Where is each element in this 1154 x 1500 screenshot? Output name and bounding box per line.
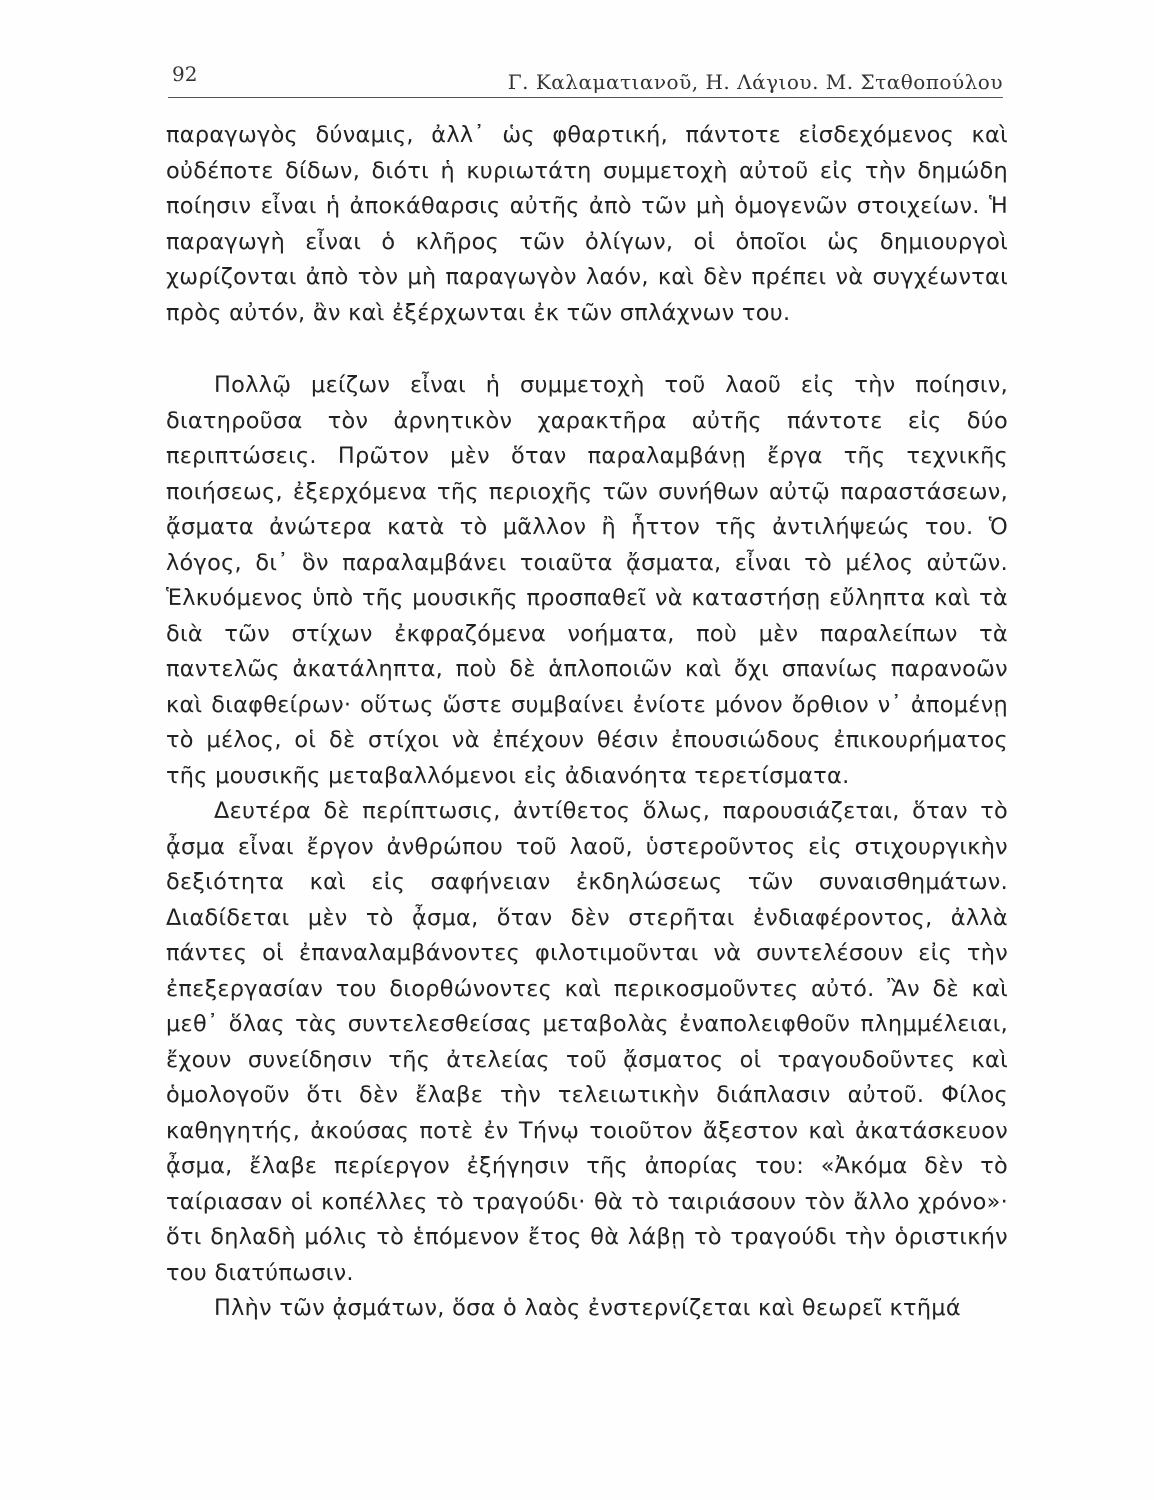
paragraph: Πλὴν τῶν ᾀσμάτων, ὅσα ὁ λαὸς ἐνστερνίζεται καὶ θεωρεῖ κτῆμά	[214, 1295, 961, 1321]
paragraph-continued: παραγωγὸς δύναμις, ἀλλ᾽ ὡς φθαρτική, πάντοτε εἰσδεχόμενος καὶ οὐδέποτε δίδων, διότι ἡ κυριωτάτη συμμετοχὴ αὐτοῦ εἰς τὴν δημώδη ποίησιν εἶναι ἡ ἀποκάθαρσις αὐτῆς ἀπὸ τῶν μὴ ὁμογενῶν στοιχείων. Ἡ παραγωγὴ εἶναι ὁ κλῆρος τῶν ὀλίγων, οἱ ὁποῖοι ὡς δημιουργοὶ χωρίζονται ἀπὸ τὸν μὴ παραγωγὸν λαόν, καὶ δὲν πρέπει νὰ συγχέωνται πρὸς αὐτόν, ἂν καὶ ἐξέρχωνται ἐκ τῶν σπλάχνων του.	[166, 122, 1008, 326]
header-rule	[168, 97, 1003, 98]
paragraph: Πολλῷ μείζων εἶναι ἡ συμμετοχὴ τοῦ λαοῦ εἰς τὴν ποίησιν, διατηροῦσα τὸν ἀρνητικὸν χαρακτῆρα αὐτῆς πάντοτε εἰς δύο περιπτώσεις. Πρῶτον μὲν ὅταν παραλαμβάνῃ ἔργα τῆς τεχνικῆς ποιήσεως, ἐξερχόμενα τῆς περιοχῆς τῶν συνήθων αὐτῷ παραστάσεων, ᾄσματα ἀνώτερα κατὰ τὸ μᾶλλον ἢ ἧττον τῆς ἀντιλήψεώς του. Ὁ λόγος, δι᾽ ὃν παραλαμβάνει τοιαῦτα ᾄσματα, εἶναι τὸ μέλος αὐτῶν. Ἑλκυόμενος ὑπὸ τῆς μουσικῆς προσπαθεῖ νὰ καταστήσῃ εὔληπτα καὶ τὰ διὰ τῶν στίχων ἐκφραζόμενα νοήματα, ποὺ μὲν παραλείπων τὰ παντελῶς ἀκατάληπτα, ποὺ δὲ ἁπλοποιῶν καὶ ὄχι σπανίως παρανοῶν καὶ διαφθείρων· οὕτως ὥστε συμβαίνει ἐνίοτε μόνον ὄρθιον ν᾽ ἀπομένῃ τὸ μέλος, οἱ δὲ στίχοι νὰ ἐπέχουν θέσιν ἐπουσιώδους ἐπικουρήματος τῆς μουσικῆς μεταβαλλόμενοι εἰς ἀδιανόητα τερετίσματα.	[166, 372, 1008, 789]
page-number: 92	[172, 62, 198, 86]
body-text	[166, 118, 1008, 1327]
paragraph: Δευτέρα δὲ περίπτωσις, ἀντίθετος ὅλως, παρουσιάζεται, ὅταν τὸ ᾆσμα εἶναι ἔργον ἀνθρώπου τοῦ λαοῦ, ὑστεροῦντος εἰς στιχουργικὴν δεξιότητα καὶ εἰς σαφήνειαν ἐκδηλώσεως τῶν συναισθημάτων. Διαδίδεται μὲν τὸ ᾆσμα, ὅταν δὲν στερῆται ἐνδιαφέροντος, ἀλλὰ πάντες οἱ ἐπαναλαμβάνοντες φιλοτιμοῦνται νὰ συντελέσουν εἰς τὴν ἐπεξεργασίαν του διορθώνοντες καὶ περικοσμοῦντες αὐτό. Ἂν δὲ καὶ μεθ᾽ ὅλας τὰς συντελεσθείσας μεταβολὰς ἐναπολειφθοῦν πλημμέλειαι, ἔχουν συνείδησιν τῆς ἀτελείας τοῦ ᾄσματος οἱ τραγουδοῦντες καὶ ὁμολογοῦν ὅτι δὲν ἔλαβε τὴν τελειωτικὴν διάπλασιν αὐτοῦ. Φίλος καθηγητής, ἀκούσας ποτὲ ἐν Τήνῳ τοιοῦτον ἄξεστον καὶ ἀκατάσκευον ᾆσμα, ἔλαβε περίεργον ἐξήγησιν τῆς ἀπορίας του: «Ἀκόμα δὲν τὸ ταίριασαν οἱ κοπέλλες τὸ τραγούδι· θὰ τὸ ταιριάσουν τὸν ἄλλο χρόνο»· ὅτι δηλαδὴ μόλις τὸ ἑπόμενον ἔτος θὰ λάβῃ τὸ τραγούδι τὴν ὁριστικήν του διατύπωσιν.	[166, 798, 1008, 1286]
running-head	[168, 62, 1003, 98]
header-authors: Γ. Καλαματιανοῦ, Η. Λάγιου. Μ. Σταθοπούλου	[507, 70, 1003, 94]
